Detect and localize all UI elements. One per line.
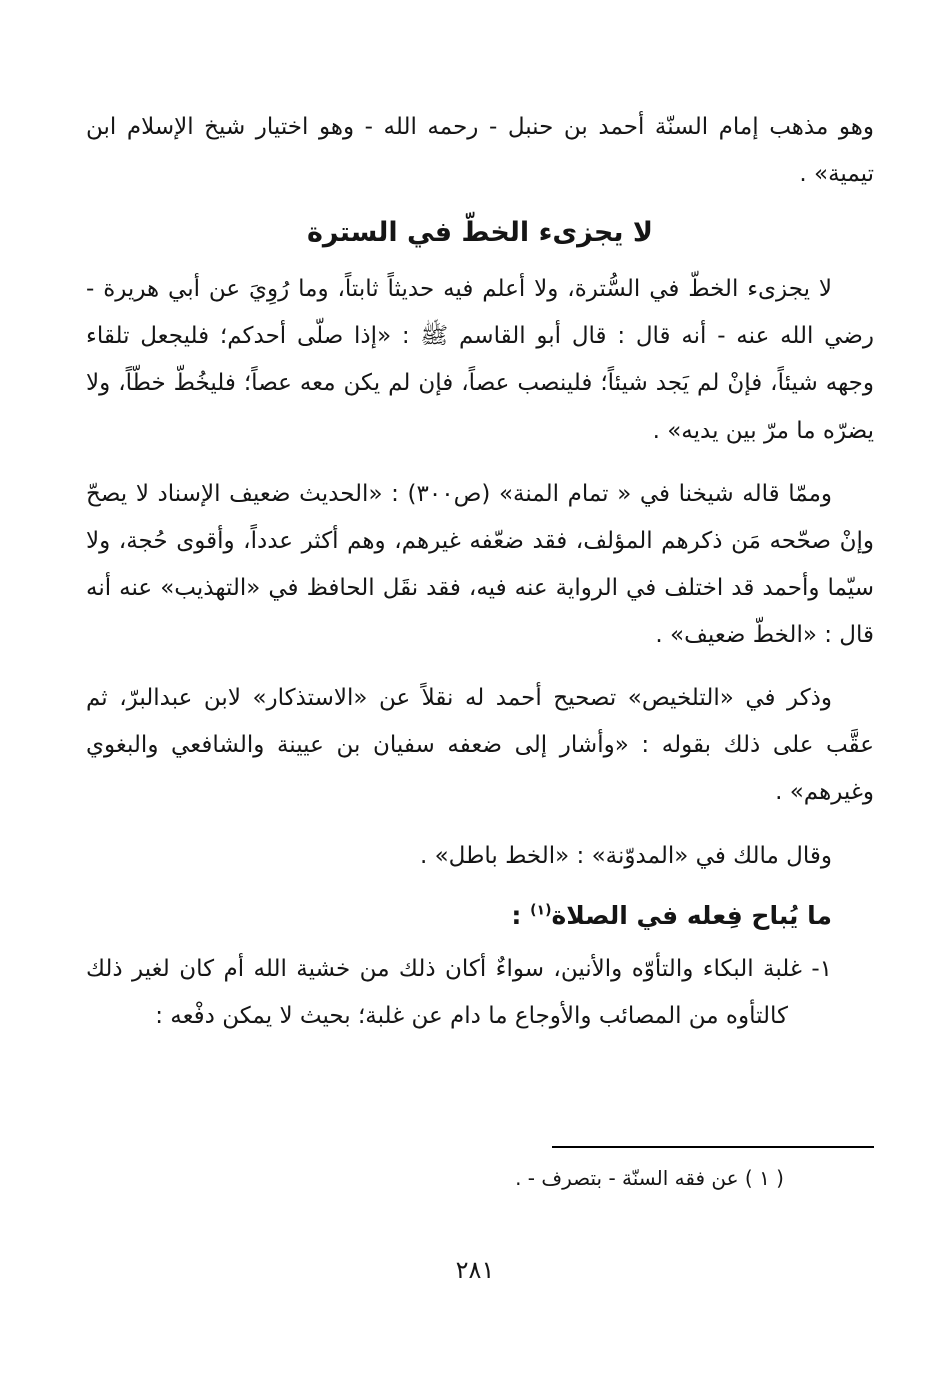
footnote-marker-ref: (١) bbox=[530, 902, 552, 919]
paragraph-tamam-almina-quote: وممّا قاله شيخنا في « تمام المنة» (ص٣٠٠) : «الحديث ضعيف الإسناد لا يصحّ وإنْ صحّحه مَن ذكرهم المؤلف، فقد ضعّفه غيرهم، وهم أكثر عدداً، وأقوى حُجة، ولا سيّما وأحمد قد اختلف في الرواية عنه فيه، فقد نقَل الحافظ في «التهذيب» عنه أنه قال : «الخطّ ضعيف» . bbox=[86, 480, 874, 649]
footnote-divider bbox=[552, 1146, 874, 1148]
paragraph-khatt-hadith: لا يجزىء الخطّ في السُّترة، ولا أعلم فيه حديثاً ثابتاً، وما رُوِيَ عن أبي هريرة - رضي الله عنه - أنه قال : قال أبو القاسم ﷺ : «إذا صلّى أحدكم؛ فليجعل تلقاء وجهه شيئاً، فإنْ لم يَجد شيئاً؛ فلينصب عصاً، فإن لم يكن معه عصاً؛ فليخُطّ خطّاً، ولا يضرّه ما مرّ بين يديه» . bbox=[86, 276, 874, 444]
page-content bbox=[86, 104, 874, 1040]
heading-text: ما يُباح فِعله في الصلاة bbox=[551, 900, 832, 930]
list-item-1: ١- غلبة البكاء والتأوّه والأنين، سواءٌ أكان ذلك من خشية الله أم كان لغير ذلك كالتأوه من المصائب والأوجاع ما دام عن غلبة؛ بحيث لا يمكن دفْعه : bbox=[86, 955, 832, 1029]
footnote-area bbox=[86, 1146, 874, 1194]
heading-la-yujzi-alkhatt: لا يجزىء الخطّ في السترة bbox=[306, 217, 654, 249]
footnote-text: ( ١ ) عن فقه السنّة - بتصرف - . bbox=[515, 1166, 784, 1190]
heading-ma-yubah-filah bbox=[86, 896, 874, 936]
paragraph-madhhab-intro: وهو مذهب إمام السنّة أحمد بن حنبل - رحمه الله - وهو اختيار شيخ الإسلام ابن تيمية» . bbox=[86, 114, 874, 188]
page-number: ٢٨١ bbox=[455, 1256, 495, 1284]
heading-colon: : bbox=[511, 900, 531, 930]
paragraph-talkhis: وذكر في «التلخيص» تصحيح أحمد له نقلاً عن «الاستذكار» لابن عبدالبرّ، ثم عقَّب على ذلك بقوله : «وأشار إلى ضعفه سفيان بن عيينة والشافعي والبغوي وغيرهم» . bbox=[86, 685, 874, 806]
paragraph-malik-mudawwana: وقال مالك في «المدوّنة» : «الخط باطل» . bbox=[419, 842, 832, 869]
